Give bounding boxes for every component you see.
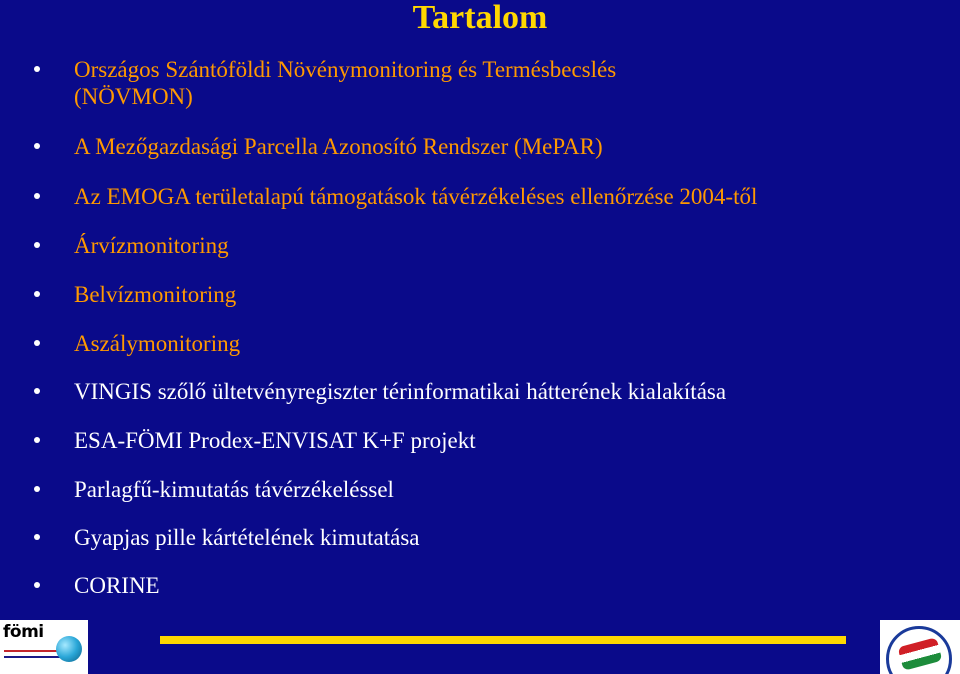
list-item-line: Az EMOGA területalapú támogatások távérzékeléses ellenőrzése 2004-től — [74, 184, 758, 209]
list-item-line: ESA-FÖMI Prodex-ENVISAT K+F projekt — [74, 428, 476, 453]
remote-sensing-centre-logo — [880, 620, 960, 674]
list-item-text — [74, 330, 240, 357]
bullet-icon — [34, 242, 40, 248]
list-item-line: Aszálymonitoring — [74, 331, 241, 356]
fomi-logo-text: fömi — [3, 622, 44, 642]
list-item-text — [74, 572, 160, 599]
list-item-line: Belvízmonitoring — [74, 282, 237, 307]
footer-stripe — [160, 636, 846, 644]
list-item-line: VINGIS szőlő ültetvényregiszter térinformatikai hátterének kialakítása — [74, 379, 727, 404]
bullet-icon — [34, 582, 40, 588]
bullet-icon — [34, 534, 40, 540]
fomi-logo — [0, 620, 88, 674]
list-item-text — [74, 183, 757, 210]
list-item-text — [74, 524, 420, 551]
list-item-line: A Mezőgazdasági Parcella Azonosító Rendszer (MePAR) — [74, 134, 603, 159]
logo-wave-blue — [4, 656, 64, 658]
list-item-text — [74, 378, 726, 405]
bullet-icon — [34, 291, 40, 297]
list-item-text — [74, 476, 394, 503]
slide-title: Tartalom — [412, 0, 548, 36]
bullet-icon — [34, 437, 40, 443]
list-item-line: Árvízmonitoring — [74, 233, 229, 258]
bullet-icon — [34, 486, 40, 492]
list-item-line: Gyapjas pille kártételének kimutatása — [74, 525, 420, 550]
bullet-icon — [34, 340, 40, 346]
logo-wave-red — [4, 650, 64, 652]
list-item-text — [74, 133, 603, 160]
bullet-icon — [34, 388, 40, 394]
list-item-text — [74, 56, 616, 110]
bullet-icon — [34, 193, 40, 199]
list-item-text — [74, 427, 476, 454]
list-item-line: (NÖVMON) — [74, 84, 193, 109]
list-item-line: CORINE — [74, 573, 160, 598]
list-item-text — [74, 232, 229, 259]
bullet-icon — [34, 143, 40, 149]
list-item-line: Parlagfű-kimutatás távérzékeléssel — [74, 477, 394, 502]
bullet-icon — [34, 66, 40, 72]
list-item-text — [74, 281, 236, 308]
globe-icon — [56, 636, 82, 662]
list-item-line: Országos Szántóföldi Növénymonitoring és Termésbecslés — [74, 57, 617, 82]
